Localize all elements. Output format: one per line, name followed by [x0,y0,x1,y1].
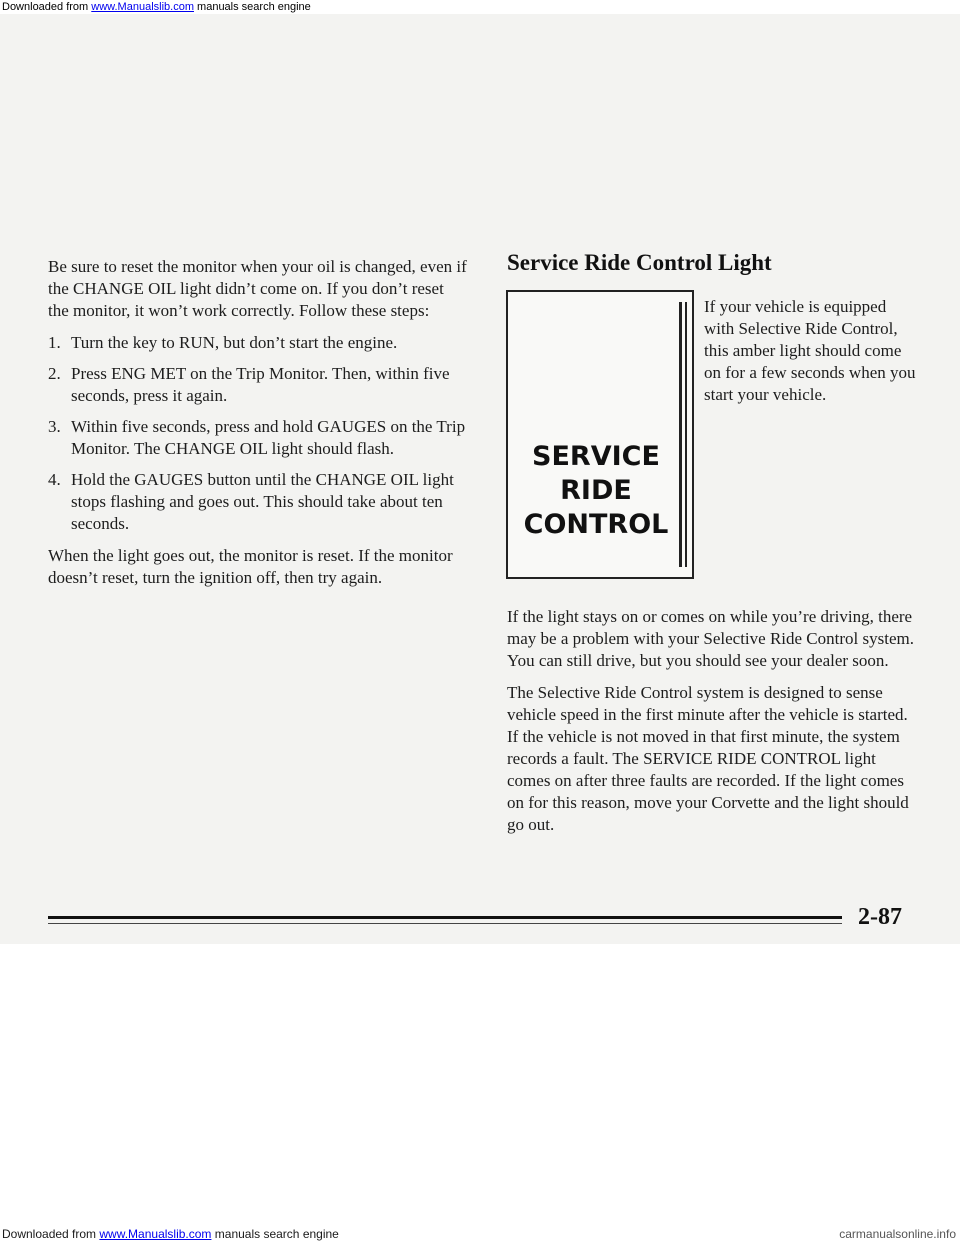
step-item [48,416,468,460]
indicator-label [508,440,684,542]
closing-paragraph: When the light goes out, the monitor is reset. If the monitor doesn’t reset, turn the ignition off, then try again. [48,546,453,587]
step-text: Hold the GAUGES button until the CHANGE OIL light stops flashing and goes out. This should take about ten seconds. [71,470,454,533]
banner-prefix: Downloaded from [2,1227,100,1241]
reset-steps-list [48,332,468,535]
section-title: Service Ride Control Light [507,250,772,275]
step-item [48,332,468,354]
download-banner [0,0,960,14]
indicator-bar [685,302,687,567]
step-item [48,469,468,535]
page-number: 2-87 [858,904,902,930]
indicator-line-control: CONTROL [523,509,669,540]
step-text: Press ENG MET on the Trip Monitor. Then, within five seconds, press it again. [71,364,450,405]
paragraph: The Selective Ride Control system is designed to sense vehicle speed in the first minute after the vehicle is started. If the vehicle is not moved in that first minute, the system records a fault. The SERVICE RIDE CONTROL light comes on after three faults are recorded. If the light comes on for this reason, move your Corvette and the light should go out. [507,683,909,834]
step-text: Within five seconds, press and hold GAUGES on the Trip Monitor. The CHANGE OIL light should flash. [71,417,466,458]
indicator-line-service: SERVICE [532,441,660,472]
intro-paragraph: Be sure to reset the monitor when your oil is changed, even if the CHANGE OIL light didn’t come on. If you don’t reset the monitor, it won’t work correctly. Follow these steps: [48,257,467,320]
step-number: 4. [48,470,61,489]
paragraph: If the light stays on or comes on while you’re driving, there may be a problem with your Selective Ride Control system. You can still drive, but you should see your dealer soon. [507,607,914,670]
left-column [48,256,468,599]
download-notice [2,1226,339,1242]
indicator-line-ride: RIDE [560,475,632,506]
service-ride-control-indicator [506,290,694,579]
banner-suffix: manuals search engine [193,1,311,13]
step-item [48,363,468,407]
right-column [507,606,917,846]
banner-suffix: manuals search engine [211,1227,339,1241]
manualslib-link[interactable]: www.Manualslib.com [99,1227,212,1241]
step-number: 2. [48,364,61,383]
bottom-banner [0,1226,960,1242]
step-text: Turn the key to RUN, but don’t start the engine. [71,333,398,352]
step-number: 1. [48,333,61,352]
manual-page [0,14,960,944]
step-number: 3. [48,417,61,436]
site-watermark: carmanualsonline.info [839,1227,956,1241]
footer-rule [48,923,842,924]
banner-prefix: Downloaded from [2,1,92,13]
footer-rule [48,916,842,919]
indicator-description: If your vehicle is equipped with Selective Ride Control, this amber light should come on for a few seconds when you start your vehicle. [704,297,916,404]
manualslib-link[interactable]: www.Manualslib.com [91,1,194,13]
